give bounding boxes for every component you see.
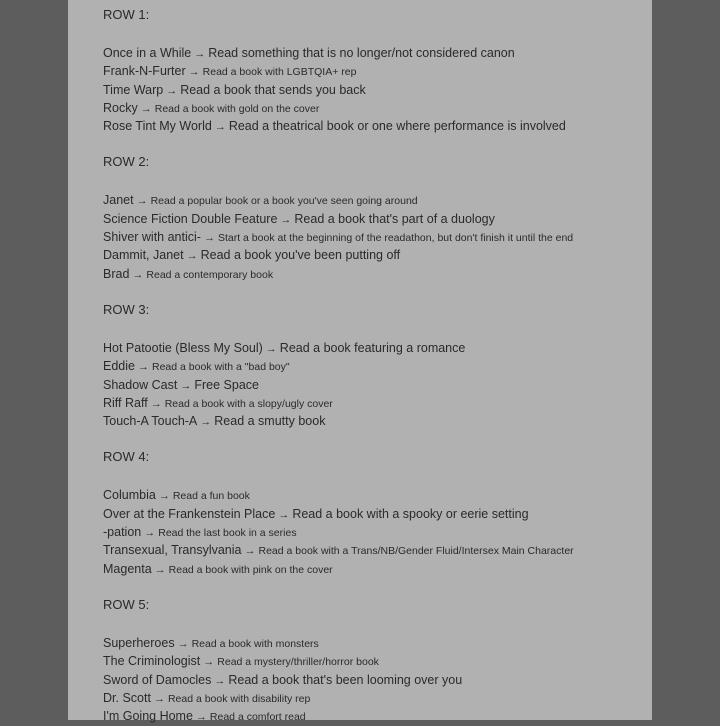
prompt-item [103,191,652,209]
arrow-right-icon: → [153,692,165,705]
row-heading: ROW 1: [103,7,150,22]
prompt-name: Janet [103,193,134,208]
row-heading: ROW 2: [103,154,150,170]
prompt-name: Over at the Frankenstein Place [103,506,276,521]
prompt-description: Read a book with disability rep [167,692,311,705]
prompt-description: Read a mystery/thriller/horror book [217,656,379,669]
arrow-right-icon: → [200,416,212,429]
row-heading: ROW 5: [103,596,150,612]
prompt-description: Start a book at the beginning of the readathon, but don't finish it until the end [217,232,574,245]
bingo-prompt-list [103,6,652,725]
prompt-description: Read a book that's been looming over you [228,672,463,687]
prompt-name: Frank-N-Furter [103,64,186,79]
prompt-description: Read a book with a spooky or eerie setting [292,506,529,521]
prompt-name: Superheroes [103,635,175,650]
prompt-description: Read a book that sends you back [180,82,366,97]
prompt-name: Time Warp [103,82,164,97]
prompt-description: Read something that is no longer/not considered canon [208,46,515,60]
prompt-description: Read the last book in a series [158,527,297,540]
arrow-right-icon: → [180,379,192,392]
row-section [103,153,652,282]
prompt-description: Free Space [194,377,259,392]
prompt-name: The Criminologist [103,654,201,669]
prompt-item [103,689,652,707]
arrow-right-icon: → [186,250,198,263]
prompt-item [103,99,652,117]
row-section [103,448,652,577]
prompt-item [103,265,652,283]
prompt-item [103,81,652,99]
prompt-item [103,652,652,670]
arrow-right-icon: → [244,545,256,558]
prompt-name: Science Fiction Double Feature [103,211,278,226]
prompt-description: Read a book with a slopy/ugly cover [164,397,333,410]
prompt-item [103,357,652,375]
prompt-description: Read a book that's part of a duology [294,211,495,226]
prompt-description: Read a comfort read [209,711,306,724]
prompt-description: Read a book you've been putting off [200,248,401,263]
arrow-right-icon: → [140,102,152,115]
prompt-description: Read a book featuring a romance [279,340,466,355]
prompt-description: Read a fun book [172,490,250,503]
prompt-description: Read a book with a "bad boy" [151,361,290,374]
arrow-right-icon: → [154,563,166,576]
arrow-right-icon: → [144,527,156,540]
arrow-right-icon: → [195,711,207,724]
arrow-right-icon: → [177,637,189,650]
row-section [103,301,652,430]
prompt-name: Touch-A Touch-A [103,414,198,429]
prompt-description: Read a contemporary book [146,268,274,281]
row-section [103,596,652,725]
prompt-name: Once in a While [103,46,192,60]
prompt-name: Dammit, Janet [103,248,184,263]
prompt-name: Hot Patootie (Bless My Soul) [103,340,263,355]
document-page [68,0,652,724]
prompt-item [103,228,652,246]
arrow-right-icon: → [203,656,215,669]
prompt-name: Brad [103,266,130,281]
prompt-item [103,523,652,541]
arrow-right-icon: → [214,121,226,134]
arrow-right-icon: → [188,66,200,79]
arrow-right-icon: → [150,397,162,410]
prompt-description: Read a book with pink on the cover [168,563,333,576]
prompt-item [103,117,652,135]
row-heading: ROW 4: [103,449,150,465]
prompt-item [103,634,652,652]
prompt-item [103,505,652,523]
arrow-right-icon: → [132,268,144,281]
prompt-name: Rocky [103,100,138,115]
row-heading: ROW 3: [103,301,150,317]
prompt-name: Sword of Damocles [103,672,212,687]
row-section [103,6,652,135]
prompt-description: Read a book with a Trans/NB/Gender Fluid/Intersex Main Character [258,545,574,558]
prompt-description: Read a book with monsters [191,637,319,650]
arrow-right-icon: → [194,48,206,60]
prompt-name: Shadow Cast [103,377,178,392]
prompt-name: Rose Tint My World [103,119,212,134]
prompt-item [103,560,652,578]
prompt-name: Columbia [103,488,156,503]
arrow-right-icon: → [280,213,292,226]
prompt-item [103,62,652,80]
arrow-right-icon: → [278,508,290,521]
prompt-name: Transexual, Transylvania [103,543,242,558]
prompt-item [103,210,652,228]
prompt-item [103,394,652,412]
arrow-right-icon: → [203,232,215,245]
prompt-name: -pation [103,525,142,540]
arrow-right-icon: → [166,84,178,97]
prompt-item [103,339,652,357]
prompt-name: Eddie [103,359,135,374]
prompt-name: Riff Raff [103,395,148,410]
prompt-description: Read a theatrical book or one where performance is involved [228,119,566,134]
prompt-item [103,671,652,689]
prompt-description: Read a book with LGBTQIA+ rep [202,66,357,79]
prompt-description: Read a popular book or a book you've seen going around [150,195,418,208]
prompt-description: Read a book with gold on the cover [154,102,320,115]
prompt-item [103,541,652,559]
arrow-right-icon: → [265,342,277,355]
prompt-item [103,246,652,264]
prompt-item [103,376,652,394]
prompt-name: Shiver with antici- [103,230,201,245]
prompt-item [103,412,652,430]
prompt-description: Read a smutty book [214,414,326,429]
prompt-name: Magenta [103,561,152,576]
prompt-item [103,44,652,62]
arrow-right-icon: → [214,674,226,687]
arrow-right-icon: → [158,490,170,503]
prompt-item [103,486,652,504]
prompt-name: Dr. Scott [103,690,151,705]
arrow-right-icon: → [136,195,148,208]
arrow-right-icon: → [137,361,149,374]
prompt-item [103,707,652,725]
prompt-name: I'm Going Home [103,709,193,724]
